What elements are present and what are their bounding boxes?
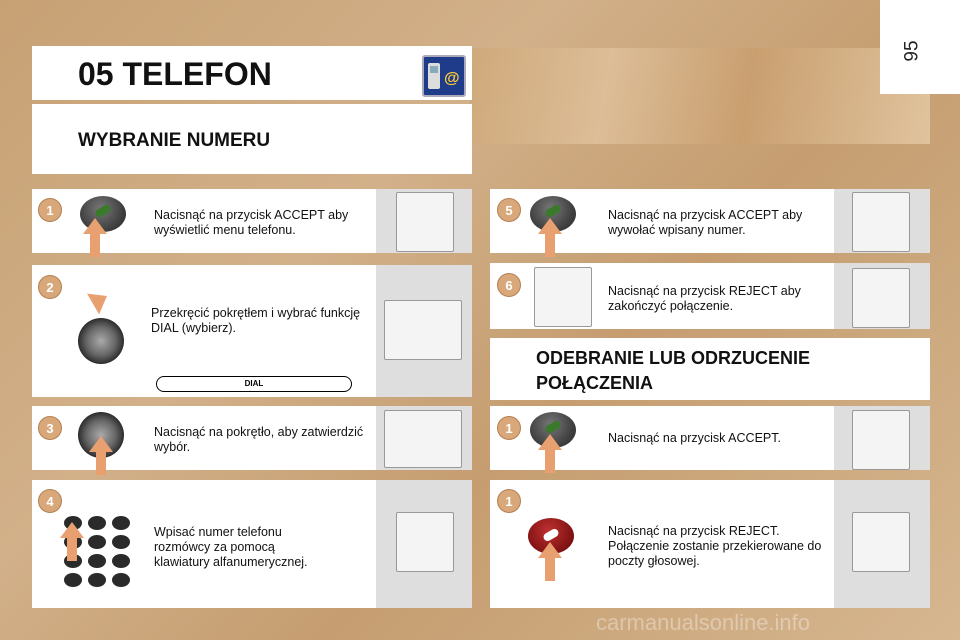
step-text: Nacisnąć na przycisk ACCEPT aby wyświetlić menu telefonu. [154, 208, 349, 237]
phone-keypad-icon [396, 192, 454, 252]
arrow-stem [67, 537, 77, 561]
arrow-stem [545, 233, 555, 257]
keypad-key-icon [112, 516, 130, 530]
radio-unit-icon [384, 410, 462, 468]
step-text: Przekręcić pokrętłem i wybrać funkcję DIAL (wybierz). [151, 306, 361, 335]
keypad-key-icon [88, 535, 106, 549]
phone-keypad-icon [852, 192, 910, 252]
step-number-badge: 3 [38, 416, 62, 440]
page-number: 95 [901, 40, 923, 62]
phone-keypad-icon [396, 512, 454, 572]
phone-keypad-icon [852, 512, 910, 572]
arrow-stem [545, 557, 555, 581]
phone-email-icon [422, 55, 466, 97]
keypad-key-icon [88, 516, 106, 530]
keypad-key-icon [88, 573, 106, 587]
step-number-badge: 1 [497, 416, 521, 440]
arrow-up-icon [538, 434, 562, 450]
arrow-stem [90, 233, 100, 257]
keypad-key-icon [64, 573, 82, 587]
step-number-badge: 1 [38, 198, 62, 222]
dial-menu-label: DIAL [156, 376, 352, 392]
rotary-knob-icon [78, 318, 124, 364]
arrow-up-icon [89, 436, 113, 452]
arrow-stem [545, 449, 555, 473]
keypad-key-icon [112, 573, 130, 587]
step-number-badge: 4 [38, 489, 62, 513]
section-title-answer: ODEBRANIE LUB ODRZUCENIE POŁĄCZENIA [536, 348, 811, 393]
page-title: 05 TELEFON [78, 56, 272, 92]
step-number-badge: 1 [497, 489, 521, 513]
radio-unit-icon [384, 300, 462, 360]
arrow-up-icon [538, 218, 562, 234]
step-text: Wpisać numer telefonu rozmówcy za pomocą klawiatury alfanumerycznej. [154, 525, 308, 569]
step-number-badge: 6 [497, 273, 521, 297]
step-text: Nacisnąć na przycisk REJECT aby zakończyć połączenie. [608, 284, 801, 313]
step-number-badge: 5 [497, 198, 521, 222]
svg-text:@: @ [444, 70, 460, 87]
phone-keypad-icon [852, 410, 910, 470]
arrow-up-icon [538, 542, 562, 558]
arrow-up-icon [83, 218, 107, 234]
section-title-dial: WYBRANIE NUMERU [78, 130, 271, 151]
arrow-stem [96, 451, 106, 475]
step-text: Nacisnąć na przycisk ACCEPT. [608, 431, 781, 445]
wood-banner [470, 48, 930, 144]
phone-keypad-icon [852, 268, 910, 328]
step-text: Nacisnąć na przycisk ACCEPT aby wywołać wpisany numer. [608, 208, 803, 237]
step-number-badge: 2 [38, 275, 62, 299]
keypad-key-icon [112, 554, 130, 568]
watermark: carmanualsonline.info [596, 610, 811, 635]
keypad-key-icon [112, 535, 130, 549]
arrow-up-icon [60, 522, 84, 538]
step-text: Nacisnąć na przycisk REJECT. Połączenie zostanie przekierowane do poczty głosowej. [608, 524, 822, 568]
keypad-key-icon [88, 554, 106, 568]
phone-keypad-icon [534, 267, 592, 327]
step-text: Nacisnąć na pokrętło, aby zatwierdzić wybór. [154, 425, 364, 454]
